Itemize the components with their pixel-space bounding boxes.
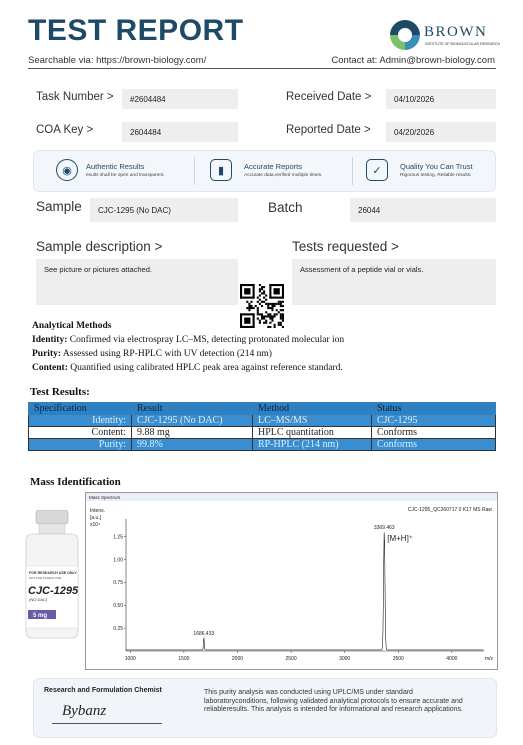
qr-module xyxy=(274,326,276,328)
qr-module xyxy=(246,307,248,309)
qr-module xyxy=(274,324,276,326)
y-axis-title: Intens. xyxy=(90,508,106,514)
qr-module xyxy=(248,305,250,307)
qr-module xyxy=(267,315,269,317)
qr-module xyxy=(269,284,271,299)
table-cell: CJC-1295 (No DAC) xyxy=(132,415,253,427)
mass-spectrum-panel xyxy=(85,492,498,670)
qr-module xyxy=(271,305,273,307)
qr-module xyxy=(261,318,263,320)
qr-module xyxy=(271,307,273,309)
qr-module xyxy=(274,315,276,317)
feature-separator xyxy=(194,157,195,185)
x-axis-unit: m/z xyxy=(485,656,494,662)
chemist-role: Research and Formulation Chemist xyxy=(44,687,162,694)
qr-module xyxy=(253,307,255,309)
feature-title-accurate: Accurate Reports xyxy=(244,162,302,171)
vial-image xyxy=(22,510,82,640)
task-number-value: #2604484 xyxy=(122,89,238,109)
qr-module xyxy=(276,303,278,305)
col-status: Status xyxy=(372,403,496,415)
qr-module xyxy=(257,297,259,299)
qr-module xyxy=(240,284,242,299)
x-tick-label: 2500 xyxy=(285,656,297,662)
feature-separator xyxy=(352,157,353,185)
analytical-methods-heading: Analytical Methods xyxy=(32,321,112,331)
qr-module xyxy=(250,305,252,307)
feature-title-quality: Quality You Can Trust xyxy=(400,162,473,171)
qr-module xyxy=(269,284,284,286)
qr-module xyxy=(261,288,263,290)
spectrum-panel-label: Mass Spectrum xyxy=(89,495,121,500)
footer-panel xyxy=(33,678,497,738)
qr-module xyxy=(269,307,271,309)
qr-module xyxy=(265,320,267,322)
qr-module xyxy=(280,324,282,326)
brand-logo xyxy=(390,18,500,58)
col-result: Result xyxy=(132,403,253,415)
searchable-url: Searchable via: https://brown-biology.com/ xyxy=(28,55,207,66)
qr-module xyxy=(263,297,265,299)
qr-module xyxy=(259,299,261,301)
features-strip xyxy=(33,150,496,192)
qr-module xyxy=(271,320,273,322)
peak-label: 1686.433 xyxy=(193,631,215,638)
qr-module xyxy=(274,313,276,315)
tests-requested-label: Tests requested > xyxy=(292,239,399,254)
chemist-signature: Bybanz xyxy=(62,703,107,719)
table-row xyxy=(29,415,496,427)
qr-module xyxy=(261,315,263,317)
contact-email: Contact at: Admin@brown-biology.com xyxy=(331,55,495,66)
y-tick-label: 0.75 xyxy=(113,580,123,587)
table-cell: 99.8% xyxy=(132,439,253,451)
qr-module xyxy=(282,305,284,307)
y-axis-exponent: x10⁴ xyxy=(90,522,101,528)
batch-label: Batch xyxy=(268,200,303,215)
signature-line xyxy=(52,723,162,724)
qr-module xyxy=(282,313,284,315)
vial-label-name: CJC-1295 xyxy=(28,585,79,597)
x-tick-label: 3000 xyxy=(339,656,351,662)
qr-module xyxy=(282,284,284,299)
header-divider xyxy=(28,68,496,69)
mass-spectrum-chart xyxy=(86,493,497,669)
eye-icon: ◉ xyxy=(56,159,78,181)
qr-module xyxy=(261,286,263,288)
qr-module xyxy=(244,318,250,324)
qr-module xyxy=(276,313,278,315)
qr-module xyxy=(261,301,263,303)
qr-module xyxy=(263,318,265,320)
qr-module xyxy=(271,303,273,305)
qr-module xyxy=(246,301,248,303)
logo-mark-icon xyxy=(390,20,420,50)
brand-subtitle: INSTITUTE OF BIOMOLECULAR RESEARCH xyxy=(425,42,501,46)
vial-label-sub: (NO DAC) xyxy=(29,597,48,602)
footer-disclaimer: This purity analysis was conducted using UPLC/MS under standard laboratoryconditions, following validated analytical protocols to ensure accurate and reliableresults. This analysis is intended for informational and research applications. xyxy=(204,689,464,714)
qr-module xyxy=(271,315,273,317)
qr-module xyxy=(261,313,263,315)
sample-description-label: Sample description > xyxy=(36,239,163,254)
qr-module xyxy=(244,288,250,294)
sample-value: CJC-1295 (No DAC) xyxy=(90,198,238,222)
received-date-value: 04/10/2026 xyxy=(386,89,496,109)
qr-module xyxy=(278,301,280,303)
qr-module xyxy=(280,315,282,317)
qr-module xyxy=(278,322,280,324)
table-cell: Identity: xyxy=(29,415,132,427)
qr-code[interactable] xyxy=(240,284,284,328)
qr-module xyxy=(257,311,259,313)
qr-module xyxy=(282,326,284,328)
table-cell: 9.88 mg xyxy=(132,427,253,439)
spectrum-trace xyxy=(126,532,484,650)
qr-module xyxy=(263,286,265,288)
qr-module xyxy=(280,303,282,305)
x-tick-label: 3500 xyxy=(392,656,404,662)
x-tick-label: 2000 xyxy=(231,656,244,662)
table-header-row xyxy=(29,403,496,415)
qr-module xyxy=(269,326,271,328)
qr-module xyxy=(259,294,261,296)
col-method: Method xyxy=(253,403,372,415)
qr-module xyxy=(259,303,261,305)
qr-module xyxy=(265,315,267,317)
x-tick-label: 1500 xyxy=(178,656,190,662)
reported-date-label: Reported Date > xyxy=(286,124,371,136)
qr-module xyxy=(276,309,278,311)
table-cell: Content: xyxy=(29,427,132,439)
qr-module xyxy=(267,307,269,309)
qr-module xyxy=(257,309,259,311)
qr-module xyxy=(261,292,263,294)
qr-module xyxy=(261,305,263,307)
qr-module xyxy=(265,299,267,301)
feature-sub-accurate: Accurate data,verified multiple times. xyxy=(244,173,323,178)
results-table xyxy=(28,402,496,451)
y-tick-label: 1.25 xyxy=(113,534,123,541)
vial-cap xyxy=(36,510,68,524)
vial-neck xyxy=(39,524,65,534)
sample-label: Sample xyxy=(36,199,82,214)
purity-method: Purity: Assessed using RP-HPLC with UV detection (214 nm) xyxy=(32,349,272,359)
qr-module xyxy=(267,303,269,305)
qr-module xyxy=(274,303,276,305)
identity-method: Identity: Confirmed via electrospray LC–MS, detecting protonated molecular ion xyxy=(32,335,345,345)
y-tick-label: 1.00 xyxy=(113,557,123,564)
col-specification: Specification xyxy=(29,403,132,415)
qr-module xyxy=(253,313,255,328)
qr-module xyxy=(267,313,269,315)
qr-module xyxy=(278,311,280,313)
x-tick-label: 1000 xyxy=(124,656,136,662)
qr-module xyxy=(267,305,269,307)
sample-description-text: See picture or pictures attached. xyxy=(44,265,152,274)
qr-module xyxy=(259,320,261,322)
feature-title-authentic: Authentic Results xyxy=(86,162,145,171)
qr-module xyxy=(280,313,282,315)
bar-chart-icon: ▮ xyxy=(210,159,232,181)
qr-module xyxy=(263,301,265,303)
sample-description-box xyxy=(36,259,238,305)
received-date-label: Received Date > xyxy=(286,91,372,103)
table-cell: CJC-1295 xyxy=(372,415,496,427)
spectrum-file-label: CJC-1295_QC260717 0 K17 MS Raw xyxy=(407,507,492,513)
brand-name: BROWN xyxy=(424,24,488,40)
y-tick-label: 0.50 xyxy=(113,603,123,610)
qr-module xyxy=(257,307,259,309)
x-tick-label: 4000 xyxy=(446,656,458,662)
feature-sub-authentic: esults shall be open and transparent. xyxy=(86,173,165,178)
qr-module xyxy=(278,324,280,326)
qr-module xyxy=(274,305,276,307)
task-number-label: Task Number > xyxy=(36,91,114,103)
qr-module xyxy=(250,301,252,303)
table-row xyxy=(29,439,496,451)
qr-module xyxy=(282,309,284,311)
qr-module xyxy=(269,303,271,305)
qr-module xyxy=(259,288,261,290)
qr-module xyxy=(259,322,261,324)
qr-module xyxy=(248,307,250,309)
qr-module xyxy=(253,284,255,299)
qr-module xyxy=(259,284,261,286)
qr-module xyxy=(280,301,282,303)
qr-module xyxy=(259,290,261,292)
qr-module xyxy=(278,303,280,305)
mass-identification-heading: Mass Identification xyxy=(30,476,121,488)
table-cell: Conforms xyxy=(372,427,496,439)
qr-module xyxy=(282,318,284,320)
qr-module xyxy=(271,318,273,320)
peak-ion-label: [M+H]⁺ xyxy=(387,534,414,544)
qr-module xyxy=(265,322,267,324)
qr-module xyxy=(265,303,267,305)
batch-value: 26044 xyxy=(350,198,496,222)
vial-label-line1: FOR RESEARCH USE ONLY xyxy=(29,571,77,575)
qr-module xyxy=(263,315,265,317)
qr-module xyxy=(255,305,257,307)
content-method: Content: Quantified using calibrated HPLC peak area against reference standard. xyxy=(32,363,343,373)
table-cell: LC–MS/MS xyxy=(253,415,372,427)
table-cell: RP-HPLC (214 nm) xyxy=(253,439,372,451)
qr-module xyxy=(269,297,284,299)
qr-module xyxy=(269,315,271,317)
feature-sub-quality: Rigorous testing, Reliable results. xyxy=(400,173,472,178)
qr-module xyxy=(282,315,284,317)
qr-module xyxy=(280,322,282,324)
qr-module xyxy=(265,294,267,296)
shield-check-icon: ✓ xyxy=(366,159,388,181)
qr-module xyxy=(248,309,250,311)
qr-module xyxy=(240,297,255,299)
qr-module xyxy=(257,313,259,315)
qr-module xyxy=(263,290,265,292)
report-title: TEST REPORT xyxy=(28,14,244,47)
qr-module xyxy=(265,311,267,313)
qr-module xyxy=(240,284,255,286)
table-cell: Conforms xyxy=(372,439,496,451)
qr-module xyxy=(269,318,271,320)
tests-requested-text: Assessment of a peptide vial or vials. xyxy=(300,265,424,274)
qr-module xyxy=(269,322,271,324)
qr-module xyxy=(240,313,255,315)
qr-module xyxy=(257,318,259,320)
qr-module xyxy=(269,313,271,315)
table-row xyxy=(29,427,496,439)
peak-label: 3369.463 xyxy=(373,525,395,532)
qr-module xyxy=(267,326,269,328)
table-cell: HPLC quantitation xyxy=(253,427,372,439)
qr-module xyxy=(282,301,284,303)
test-results-heading: Test Results: xyxy=(30,386,90,398)
qr-module xyxy=(280,309,282,311)
qr-module xyxy=(263,322,265,324)
qr-module xyxy=(250,307,252,309)
qr-module xyxy=(280,318,282,320)
y-tick-label: 0.25 xyxy=(113,625,123,632)
coa-key-value: 2604484 xyxy=(122,122,238,142)
qr-module xyxy=(282,320,284,322)
qr-module xyxy=(240,326,255,328)
qr-module xyxy=(259,313,261,315)
reported-date-value: 04/20/2026 xyxy=(386,122,496,142)
y-axis-unit: [a.u.] xyxy=(90,515,102,521)
qr-module xyxy=(271,309,273,311)
vial-label-line2: NOT FOR HUMAN USE xyxy=(29,576,62,580)
qr-module xyxy=(240,313,242,328)
qr-module xyxy=(280,305,282,307)
qr-module xyxy=(257,301,259,303)
spectrum-title-bar xyxy=(86,493,497,501)
table-cell: Purity: xyxy=(29,439,132,451)
vial-dose: 5 mg xyxy=(33,613,48,619)
coa-key-label: COA Key > xyxy=(36,124,94,136)
qr-module xyxy=(248,303,250,305)
tests-requested-box xyxy=(292,259,496,305)
qr-module xyxy=(274,288,280,294)
qr-module xyxy=(263,292,265,294)
